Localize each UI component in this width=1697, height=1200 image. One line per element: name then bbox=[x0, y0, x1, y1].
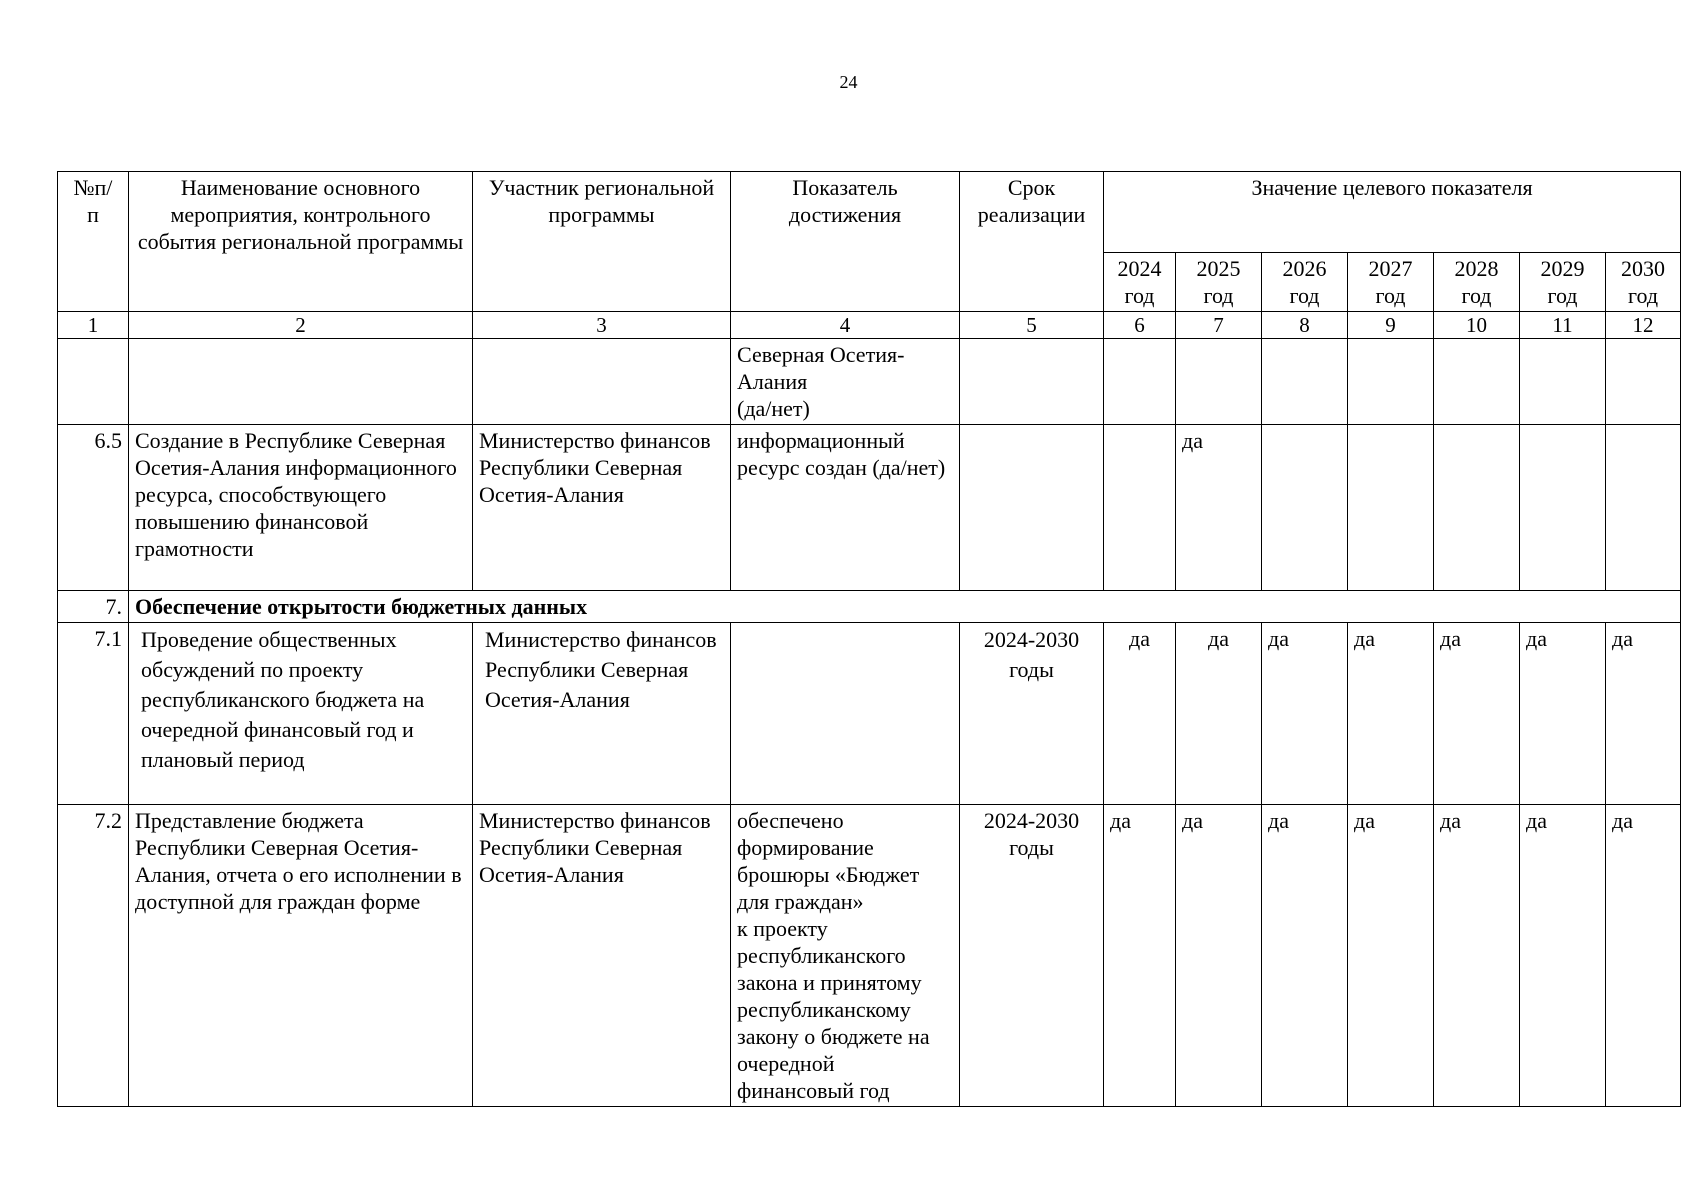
cont-indicator: Северная Осетия- Алания (да/нет) bbox=[731, 339, 960, 425]
header-year: 2030 год bbox=[1606, 253, 1681, 312]
column-number: 10 bbox=[1434, 312, 1520, 339]
table-row-continuation bbox=[58, 339, 1681, 425]
row-value: да bbox=[1262, 805, 1348, 1107]
table-row-7-2 bbox=[58, 805, 1681, 1107]
header-year: 2024 год bbox=[1104, 253, 1176, 312]
row-value: да bbox=[1176, 805, 1262, 1107]
section-number: 7. bbox=[58, 591, 129, 623]
cell-empty bbox=[1104, 339, 1176, 425]
header-name: Наименование основного мероприятия, контрольного события региональной программы bbox=[129, 172, 473, 312]
column-number: 1 bbox=[58, 312, 129, 339]
column-number: 3 bbox=[473, 312, 731, 339]
cell-empty bbox=[1348, 339, 1434, 425]
cell-empty bbox=[129, 339, 473, 425]
row-indicator: информационный ресурс создан (да/нет) bbox=[731, 425, 960, 591]
column-number: 7 bbox=[1176, 312, 1262, 339]
row-name: Представление бюджета Республики Северная Осетия-Алания, отчета о его исполнении в доступной для граждан форме bbox=[129, 805, 473, 1107]
header-row bbox=[58, 172, 1681, 253]
row-name: Создание в Республике Северная Осетия-Алания информационного ресурса, способствующего повышению финансовой грамотности bbox=[129, 425, 473, 591]
row-value: да bbox=[1104, 805, 1176, 1107]
header-participant: Участник региональной программы bbox=[473, 172, 731, 312]
table-row-6-5 bbox=[58, 425, 1681, 591]
row-value: да bbox=[1176, 623, 1262, 805]
column-number: 12 bbox=[1606, 312, 1681, 339]
row-value: да bbox=[1606, 623, 1681, 805]
header-num: №п/ п bbox=[58, 172, 129, 312]
program-table bbox=[57, 171, 1681, 1107]
row-participant: Министерство финансов Республики Северная Осетия-Алания bbox=[473, 805, 731, 1107]
column-number: 8 bbox=[1262, 312, 1348, 339]
column-numbers-row bbox=[58, 312, 1681, 339]
cell-empty bbox=[58, 339, 129, 425]
row-value: да bbox=[1520, 623, 1606, 805]
header-year: 2026 год bbox=[1262, 253, 1348, 312]
cell-empty bbox=[960, 339, 1104, 425]
row-number: 7.2 bbox=[58, 805, 129, 1107]
row-term bbox=[960, 425, 1104, 591]
row-value: да bbox=[1104, 623, 1176, 805]
header-term: Срок реализации bbox=[960, 172, 1104, 312]
row-value bbox=[1434, 425, 1520, 591]
row-value: да bbox=[1176, 425, 1262, 591]
row-number: 7.1 bbox=[58, 623, 129, 805]
row-value bbox=[1348, 425, 1434, 591]
cell-empty bbox=[1434, 339, 1520, 425]
row-value: да bbox=[1434, 805, 1520, 1107]
row-value bbox=[1606, 425, 1681, 591]
row-value: да bbox=[1348, 805, 1434, 1107]
page-number: 24 bbox=[839, 72, 858, 92]
row-term: 2024-2030 годы bbox=[960, 805, 1104, 1107]
cell-empty bbox=[1606, 339, 1681, 425]
header-year: 2029 год bbox=[1520, 253, 1606, 312]
cell-empty bbox=[1176, 339, 1262, 425]
row-number: 6.5 bbox=[58, 425, 129, 591]
row-value: да bbox=[1606, 805, 1681, 1107]
row-value: да bbox=[1348, 623, 1434, 805]
header-indicator: Показатель достижения bbox=[731, 172, 960, 312]
row-value: да bbox=[1434, 623, 1520, 805]
cell-empty bbox=[473, 339, 731, 425]
header-year: 2025 год bbox=[1176, 253, 1262, 312]
section-title: Обеспечение открытости бюджетных данных bbox=[129, 591, 1681, 623]
header-target-value: Значение целевого показателя bbox=[1104, 172, 1681, 253]
row-term: 2024-2030 годы bbox=[960, 623, 1104, 805]
row-indicator bbox=[731, 623, 960, 805]
row-value bbox=[1520, 425, 1606, 591]
column-number: 6 bbox=[1104, 312, 1176, 339]
column-number: 9 bbox=[1348, 312, 1434, 339]
header-year: 2027 год bbox=[1348, 253, 1434, 312]
cell-empty bbox=[1262, 339, 1348, 425]
column-number: 2 bbox=[129, 312, 473, 339]
row-value bbox=[1262, 425, 1348, 591]
row-value bbox=[1104, 425, 1176, 591]
section-row-7 bbox=[58, 591, 1681, 623]
cell-empty bbox=[1520, 339, 1606, 425]
column-number: 5 bbox=[960, 312, 1104, 339]
header-year: 2028 год bbox=[1434, 253, 1520, 312]
row-participant: Министерство финансов Республики Северная Осетия-Алания bbox=[473, 425, 731, 591]
row-indicator: обеспечено формирование брошюры «Бюджет для граждан» к проекту республиканского закона и принятому республиканскому закону о бюджете на очередной финансовый год bbox=[731, 805, 960, 1107]
row-value: да bbox=[1262, 623, 1348, 805]
row-value: да bbox=[1520, 805, 1606, 1107]
row-participant: Министерство финансов Республики Северная Осетия-Алания bbox=[473, 623, 731, 805]
column-number: 11 bbox=[1520, 312, 1606, 339]
table-row-7-1 bbox=[58, 623, 1681, 805]
column-number: 4 bbox=[731, 312, 960, 339]
row-name: Проведение общественных обсуждений по проекту республиканского бюджета на очередной финансовый год и плановый период bbox=[129, 623, 473, 805]
